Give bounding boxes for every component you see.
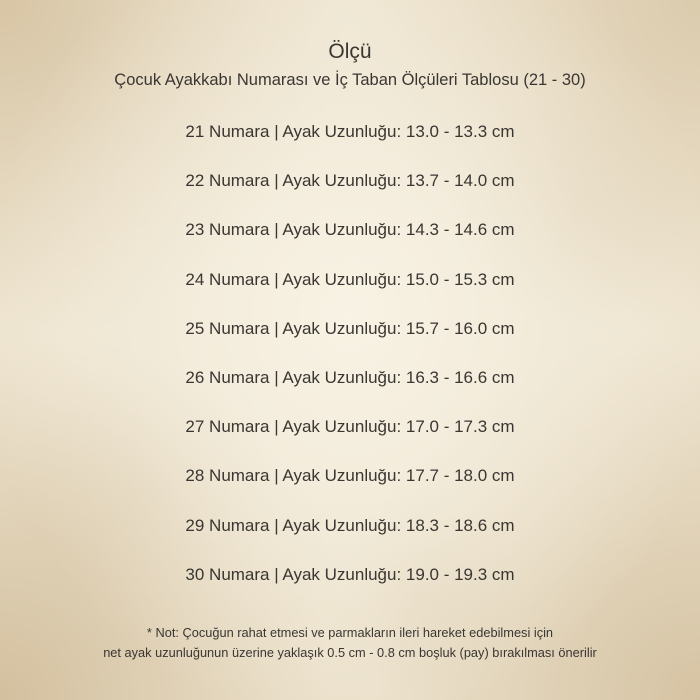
size-row-29: 29 Numara | Ayak Uzunluğu: 18.3 - 18.6 cm bbox=[185, 515, 515, 535]
size-row-30: 30 Numara | Ayak Uzunluğu: 19.0 - 19.3 cm bbox=[185, 564, 515, 584]
footnote-line-2: net ayak uzunluğunun üzerine yaklaşık 0.5 cm - 0.8 cm boşluk (pay) bırakılması önerilir bbox=[103, 645, 597, 660]
size-row-22: 22 Numara | Ayak Uzunluğu: 13.7 - 14.0 cm bbox=[185, 171, 515, 191]
size-row-26: 26 Numara | Ayak Uzunluğu: 16.3 - 16.6 cm bbox=[185, 367, 515, 387]
footnote bbox=[0, 623, 700, 663]
size-row-25: 25 Numara | Ayak Uzunluğu: 15.7 - 16.0 cm bbox=[185, 318, 515, 338]
footnote-line-1: * Not: Çocuğun rahat etmesi ve parmakların ileri hareket edebilmesi için bbox=[146, 625, 554, 640]
size-row-23: 23 Numara | Ayak Uzunluğu: 14.3 - 14.6 cm bbox=[185, 220, 515, 240]
page-title: Ölçü bbox=[328, 40, 372, 63]
size-row-21: 21 Numara | Ayak Uzunluğu: 13.0 - 13.3 cm bbox=[185, 122, 515, 141]
size-row-24: 24 Numara | Ayak Uzunluğu: 15.0 - 15.3 cm bbox=[185, 269, 515, 289]
size-table bbox=[0, 119, 700, 611]
page-subtitle: Çocuk Ayakkabı Numarası ve İç Taban Ölçüleri Tablosu (21 - 30) bbox=[114, 71, 586, 89]
size-row-27: 27 Numara | Ayak Uzunluğu: 17.0 - 17.3 cm bbox=[185, 417, 515, 437]
size-row-28: 28 Numara | Ayak Uzunluğu: 17.7 - 18.0 cm bbox=[185, 466, 515, 486]
